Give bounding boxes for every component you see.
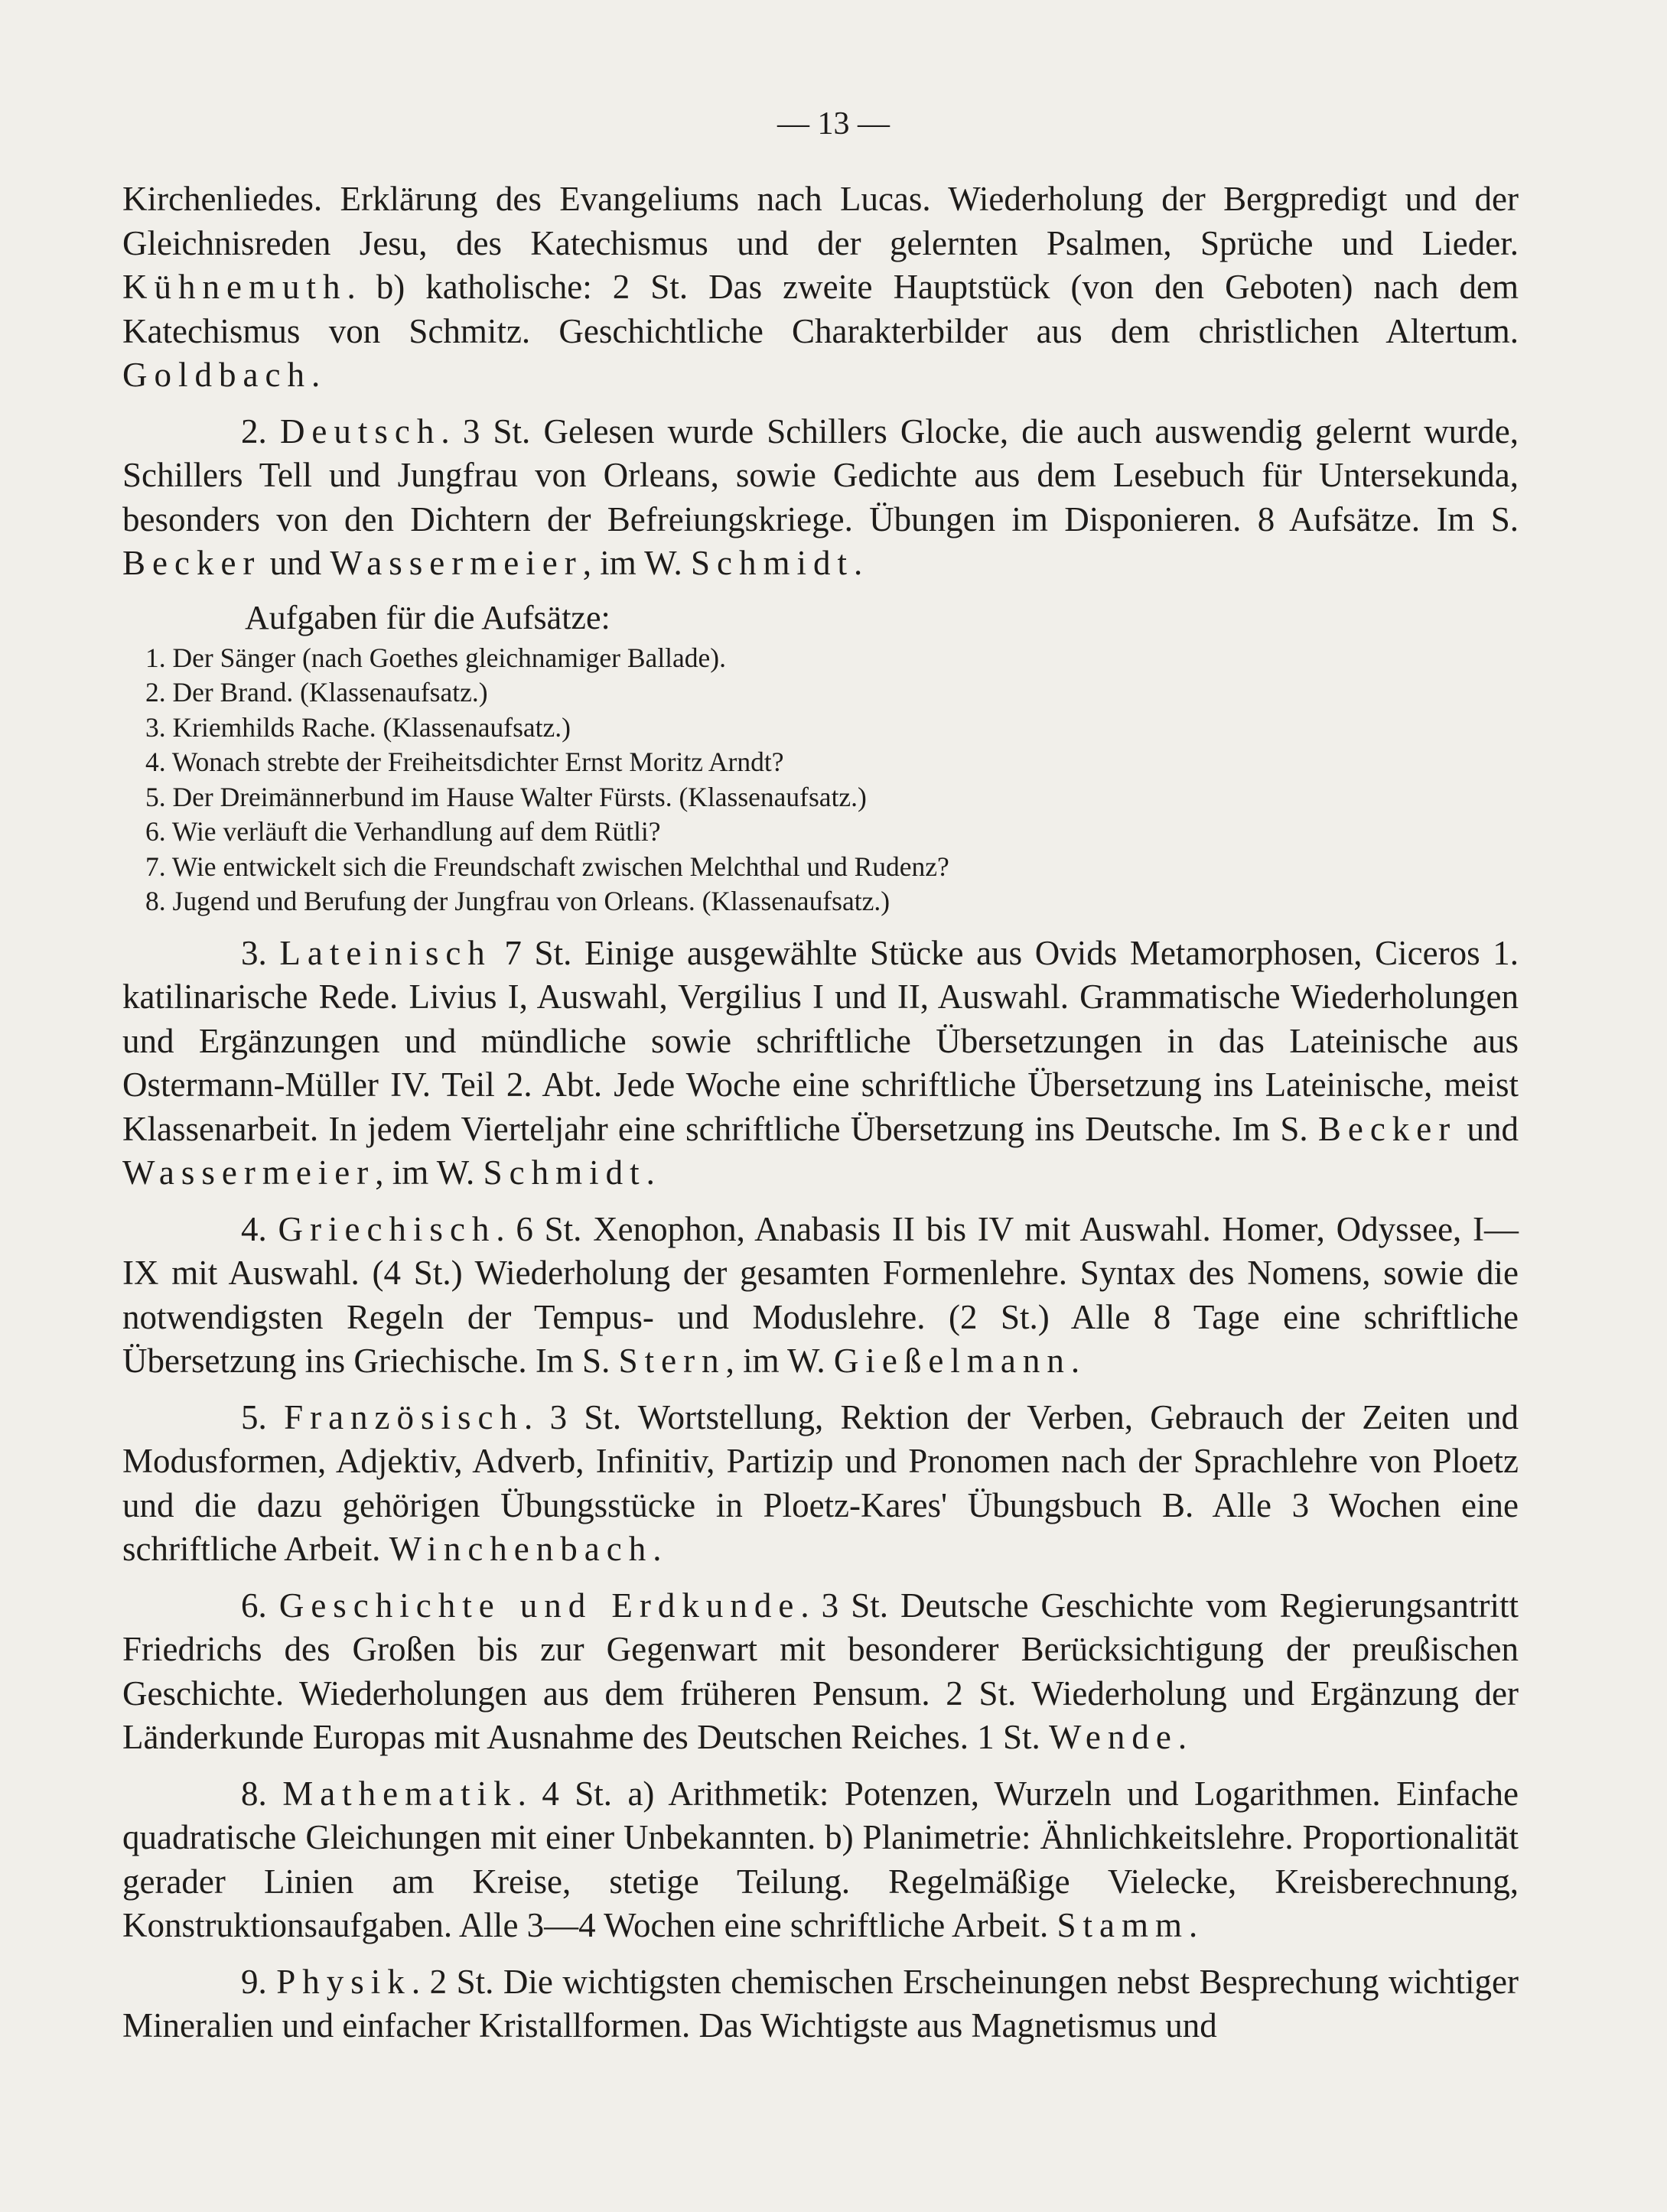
text-run: . 6 St. Xenophon, Anabasis II bis IV mit Auswahl. Homer, Odyssee, I—IX mit Auswahl. (4 St.) Wiederholung der gesamten Formenlehre. Syntax des Nomens, sowie die notwendigsten Regeln der Tempus- und Moduslehre. (2 St.) Alle 8 Tage eine schriftliche Übersetzung ins Griechische. Im S.	[122, 1209, 1519, 1380]
teacher-name: Stamm	[1057, 1906, 1190, 1944]
text-run: .	[1177, 1718, 1187, 1756]
text-run: .	[653, 1530, 662, 1568]
paragraph-physik	[122, 1960, 1519, 2048]
subject-heading: Deutsch	[279, 411, 441, 451]
subject-heading: Lateinisch	[279, 933, 492, 972]
text-run: . 3 St. Wortstellung, Rektion der Verben, Gebrauch der Zeiten und Modusformen, Adjektiv, Adverb, Infinitiv, Partizip und Pronomen nach der Sprachlehre von Ploetz und die dazu gehörigen Übungsstücke in Ploetz-Kares' Übungsbuch B. Alle 3 Wochen eine schriftliche Arbeit.	[122, 1397, 1519, 1568]
subject-heading: Physik	[276, 1962, 412, 2001]
text-run: .	[854, 544, 863, 582]
paragraph-franzoesisch	[122, 1396, 1519, 1572]
teacher-name: Becker	[1317, 1109, 1457, 1148]
section-number: 4.	[241, 1209, 278, 1248]
subject-heading: Mathematik	[282, 1774, 518, 1813]
teacher-name: Becker	[122, 544, 262, 582]
teacher-name: Wassermeier	[122, 1153, 376, 1192]
text-run: . b) katholische: 2 St. Das zweite Hauptstück (von den Geboten) nach dem Katechismus von Schmitz. Geschichtliche Charakterbilder aus dem christlichen Altertum.	[122, 268, 1519, 350]
text-run: , im W.	[582, 544, 691, 582]
text-run: Kirchenliedes. Erklärung des Evangeliums nach Lucas. Wiederholung der Bergpredigt und der Gleichnisreden Jesu, des Katechismus und der gelernten Psalmen, Sprüche und Lieder.	[122, 180, 1519, 262]
page-number: — 13 —	[777, 106, 890, 142]
teacher-name: Winchenbach	[389, 1530, 653, 1568]
subject-heading: Französisch	[284, 1397, 525, 1436]
list-item: 6. Wie verläuft die Verhandlung auf dem Rütli?	[145, 816, 661, 847]
text-run: , im W.	[375, 1153, 483, 1192]
list-item: 3. Kriemhilds Rache. (Klassenaufsatz.)	[145, 711, 571, 743]
essay-list	[122, 641, 1519, 919]
paragraph-geschichte	[122, 1584, 1519, 1760]
section-number: 8.	[241, 1774, 283, 1813]
text-run: . 4 St. a) Arithmetik: Potenzen, Wurzeln und Logarithmen. Einfache quadratische Gleichungen mit einer Unbekannten. b) Planimetrie: Ähnlichkeitslehre. Proportionalität gerader Linien am Kreise, stetige Teilung. Regelmäßige Vielecke, Kreisberechnung, Konstruktionsaufgaben. Alle 3—4 Wochen eine schriftliche Arbeit.	[122, 1774, 1519, 1944]
teacher-name: Goldbach	[122, 356, 311, 394]
list-item: 4. Wonach strebte der Freiheitsdichter Ernst Moritz Arndt?	[145, 747, 784, 777]
text-run: .	[1070, 1342, 1080, 1380]
text-run: . 3 St. Gelesen wurde Schillers Glocke, die auch auswendig gelernt wurde, Schillers Tell und Jungfrau von Orleans, sowie Gedichte aus dem Lesebuch für Untersekunda, besonders von den Dichtern der Befreiungskriege. Übungen im Disponieren. 8 Aufsätze. Im S.	[122, 411, 1519, 538]
paragraph-mathematik	[122, 1772, 1519, 1948]
paragraph-latein	[122, 932, 1519, 1195]
text-run: . 2 St. Die wichtigsten chemischen Erscheinungen nebst Besprechung wichtiger Mineralien und einfacher Kristallformen. Das Wichtigste aus Magnetismus und	[122, 1962, 1519, 2044]
list-item: 5. Der Dreimännerbund im Hause Walter Fürsts. (Klassenaufsatz.)	[145, 781, 867, 812]
teacher-name: Kühnemuth	[122, 268, 347, 306]
essay-list-heading: Aufgaben für die Aufsätze:	[245, 598, 610, 636]
text-run: und	[261, 544, 330, 582]
text-run: , im W.	[725, 1342, 834, 1380]
teacher-name: Schmidt	[690, 544, 854, 582]
teacher-name: Wende	[1048, 1718, 1178, 1756]
paragraph-religion	[122, 177, 1519, 398]
section-number: 6.	[241, 1586, 279, 1625]
paragraph-deutsch	[122, 410, 1519, 586]
text-run: . 3 St. Deutsche Geschichte vom Regierungsantritt Friedrichs des Großen bis zur Gegenwart mit besonderer Berücksichtigung der preußischen Geschichte. Wiederholungen aus dem früheren Pensum. 2 St. Wiederholung und Ergänzung der Länderkunde Europas mit Ausnahme des Deutschen Reiches. 1 St.	[122, 1586, 1519, 1756]
teacher-name: Stern	[618, 1342, 726, 1380]
section-number: 9.	[241, 1962, 277, 2001]
text-run: 7 St. Einige ausgewählte Stücke aus Ovids Metamorphosen, Ciceros 1. katilinarische Rede. Livius I, Auswahl, Vergilius I und II, Auswahl. Grammatische Wiederholungen und Ergänzungen und mündliche sowie schriftliche Übersetzungen in das Lateinische aus Ostermann-Müller IV. Teil 2. Abt. Jede Woche eine schriftliche Übersetzung ins Lateinische, meist Klassenarbeit. In jedem Vierteljahr eine schriftliche Übersetzung ins Deutsche. Im S.	[122, 933, 1519, 1148]
text-run: .	[1189, 1906, 1198, 1944]
section-number: 5.	[241, 1397, 285, 1436]
section-number: 3.	[241, 933, 280, 972]
teacher-name: Wassermeier	[330, 544, 583, 582]
list-item: 7. Wie entwickelt sich die Freundschaft zwischen Melchthal und Rudenz?	[145, 851, 949, 882]
teacher-name: Gießelmann	[833, 1342, 1071, 1380]
subject-heading: Griechisch	[278, 1209, 497, 1248]
section-number: 2.	[241, 411, 280, 451]
subject-heading: Geschichte und Erdkunde	[278, 1586, 801, 1625]
teacher-name: Schmidt	[483, 1153, 646, 1192]
body-text	[122, 177, 1519, 2048]
list-item: 8. Jugend und Berufung der Jungfrau von Orleans. (Klassenaufsatz.)	[145, 886, 890, 916]
paragraph-griechisch	[122, 1208, 1519, 1384]
text-run: .	[646, 1153, 655, 1192]
text-run: .	[311, 356, 321, 394]
list-item: 2. Der Brand. (Klassenaufsatz.)	[145, 677, 488, 708]
text-run: und	[1457, 1109, 1519, 1148]
list-item: 1. Der Sänger (nach Goethes gleichnamiger Ballade).	[145, 642, 727, 673]
